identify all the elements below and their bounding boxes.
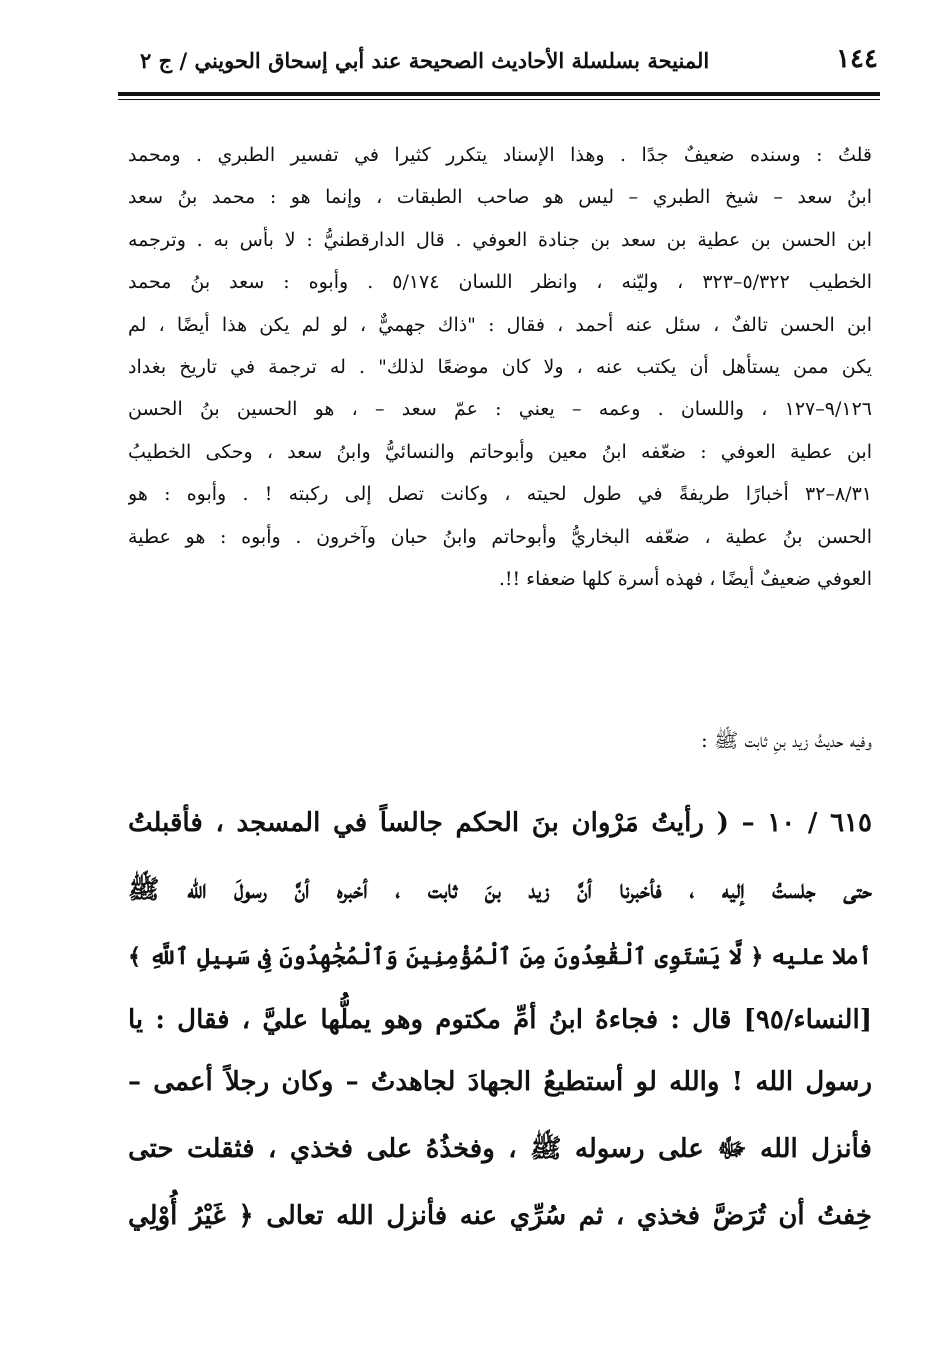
commentary-line: قلتُ : وسنده ضعيفٌ جدًا . وهذا الإسناد يتكرر كثيرا في تفسير الطبري . ومحمد bbox=[128, 144, 872, 166]
running-title: المنيحة بسلسلة الأحاديث الصحيحة عند أبي إسحاق الحويني / ج ٢ bbox=[140, 48, 710, 73]
hadith-line: فأنزل الله ﷻ على رسوله ﷺ ، وفخذُهُ على فخذي ، فثقلت حتى bbox=[128, 1134, 872, 1164]
commentary-line: ابن الحسن بن عطية بن سعد بن جنادة العوفي . قال الدارقطنيُّ : لا بأس به . وترجمه bbox=[128, 228, 872, 251]
hadith-line: ٦١٥ / ١٠ – ( رأيتُ مَرْوان بنَ الحكم جالساً في المسجد ، فأقبلتُ bbox=[128, 808, 872, 838]
commentary-line: ٨/٣١–٣٢ أخبارًا طريفةً في طول لحيته ، وكانت تصل إلى ركبته ! . وأبوه : هو bbox=[128, 483, 872, 506]
header-rule-thin bbox=[118, 99, 880, 100]
hadith-line: خِفتُ أن تُرَضَّ فخذي ، ثم سُرِّي عنه فأنزل الله تعالى ﴿ غَيْرُ أُوْلِي bbox=[128, 1201, 872, 1231]
hadith-intro: وفيه حديثُ زيد بنِ ثابت ﷺ : bbox=[701, 728, 872, 752]
commentary-line: ٩/١٢٦–١٢٧ ، واللسان . وعمه – يعني : عمّ سعد – ، هو الحسين بنُ الحسن bbox=[128, 398, 872, 421]
commentary-line: يكن ممن يستأهل أن يكتب عنه ، ولا كان موضعًا لذلك" . له ترجمة في تاريخ بغداد bbox=[128, 355, 872, 378]
hadith-line: رسول الله ! والله لو أستطيعُ الجهادَ لجاهدتُ – وكان رجلاً أعمى – bbox=[128, 1067, 872, 1097]
commentary-line: ابن عطية العوفي : ضعّفه ابنُ معين وأبوحاتم والنسائيُّ وابنُ سعد ، وحكى الخطيبُ bbox=[128, 440, 872, 463]
page-number: ١٤٤ bbox=[836, 44, 878, 74]
commentary-line: العوفي ضعيفٌ أيضًا ، فهذه أسرة كلها ضعفاء !!. bbox=[498, 567, 872, 590]
commentary-line: ابن الحسن تالفٌ ، سئل عنه أحمد ، فقال : "ذاك جهميٌّ ، لو لم يكن هذا أيضًا ، لم bbox=[128, 313, 872, 336]
commentary-line: الخطيب ٥/٣٢٢–٣٢٣ ، وليّنه ، وانظر اللسان ٥/١٧٤ . وأبوه : سعد بنُ محمد bbox=[128, 271, 872, 294]
commentary-line: الحسن بنُ عطية ، ضعّفه البخاريُّ وأبوحاتم وابنُ حبان وآخرون . وأبوه : هو عطية bbox=[128, 525, 872, 548]
hadith-text bbox=[128, 790, 872, 1250]
page-header bbox=[118, 40, 878, 84]
hadith-line: حتى جلستُ إليه ، فأخبرنا أنَّ زيد بنَ ثابت ، أخبره أنَّ رسولَ الله ﷺ bbox=[128, 875, 872, 905]
hadith-line: [النساء/٩٥] قال : فجاءهُ ابنُ أمِّ مكتوم وهو يملُّها عليَّ ، فقال : يا bbox=[128, 1005, 872, 1035]
header-rule-thick bbox=[118, 92, 880, 96]
commentary-paragraph bbox=[128, 134, 872, 600]
commentary-line: ابنُ سعد – شيخ الطبري – ليس هو صاحب الطبقات ، وإنما هو : محمد بنُ سعد bbox=[128, 186, 872, 209]
hadith-line: أملا عليه ﴿ لَّا يَسْتَوِى ٱلْقَٰعِدُونَ مِنَ ٱلْمُؤْمِنِينَ وَٱلْمُجَٰهِدُونَ فِى سَبِيلِ ٱللَّهِ ﴾ bbox=[128, 944, 872, 970]
